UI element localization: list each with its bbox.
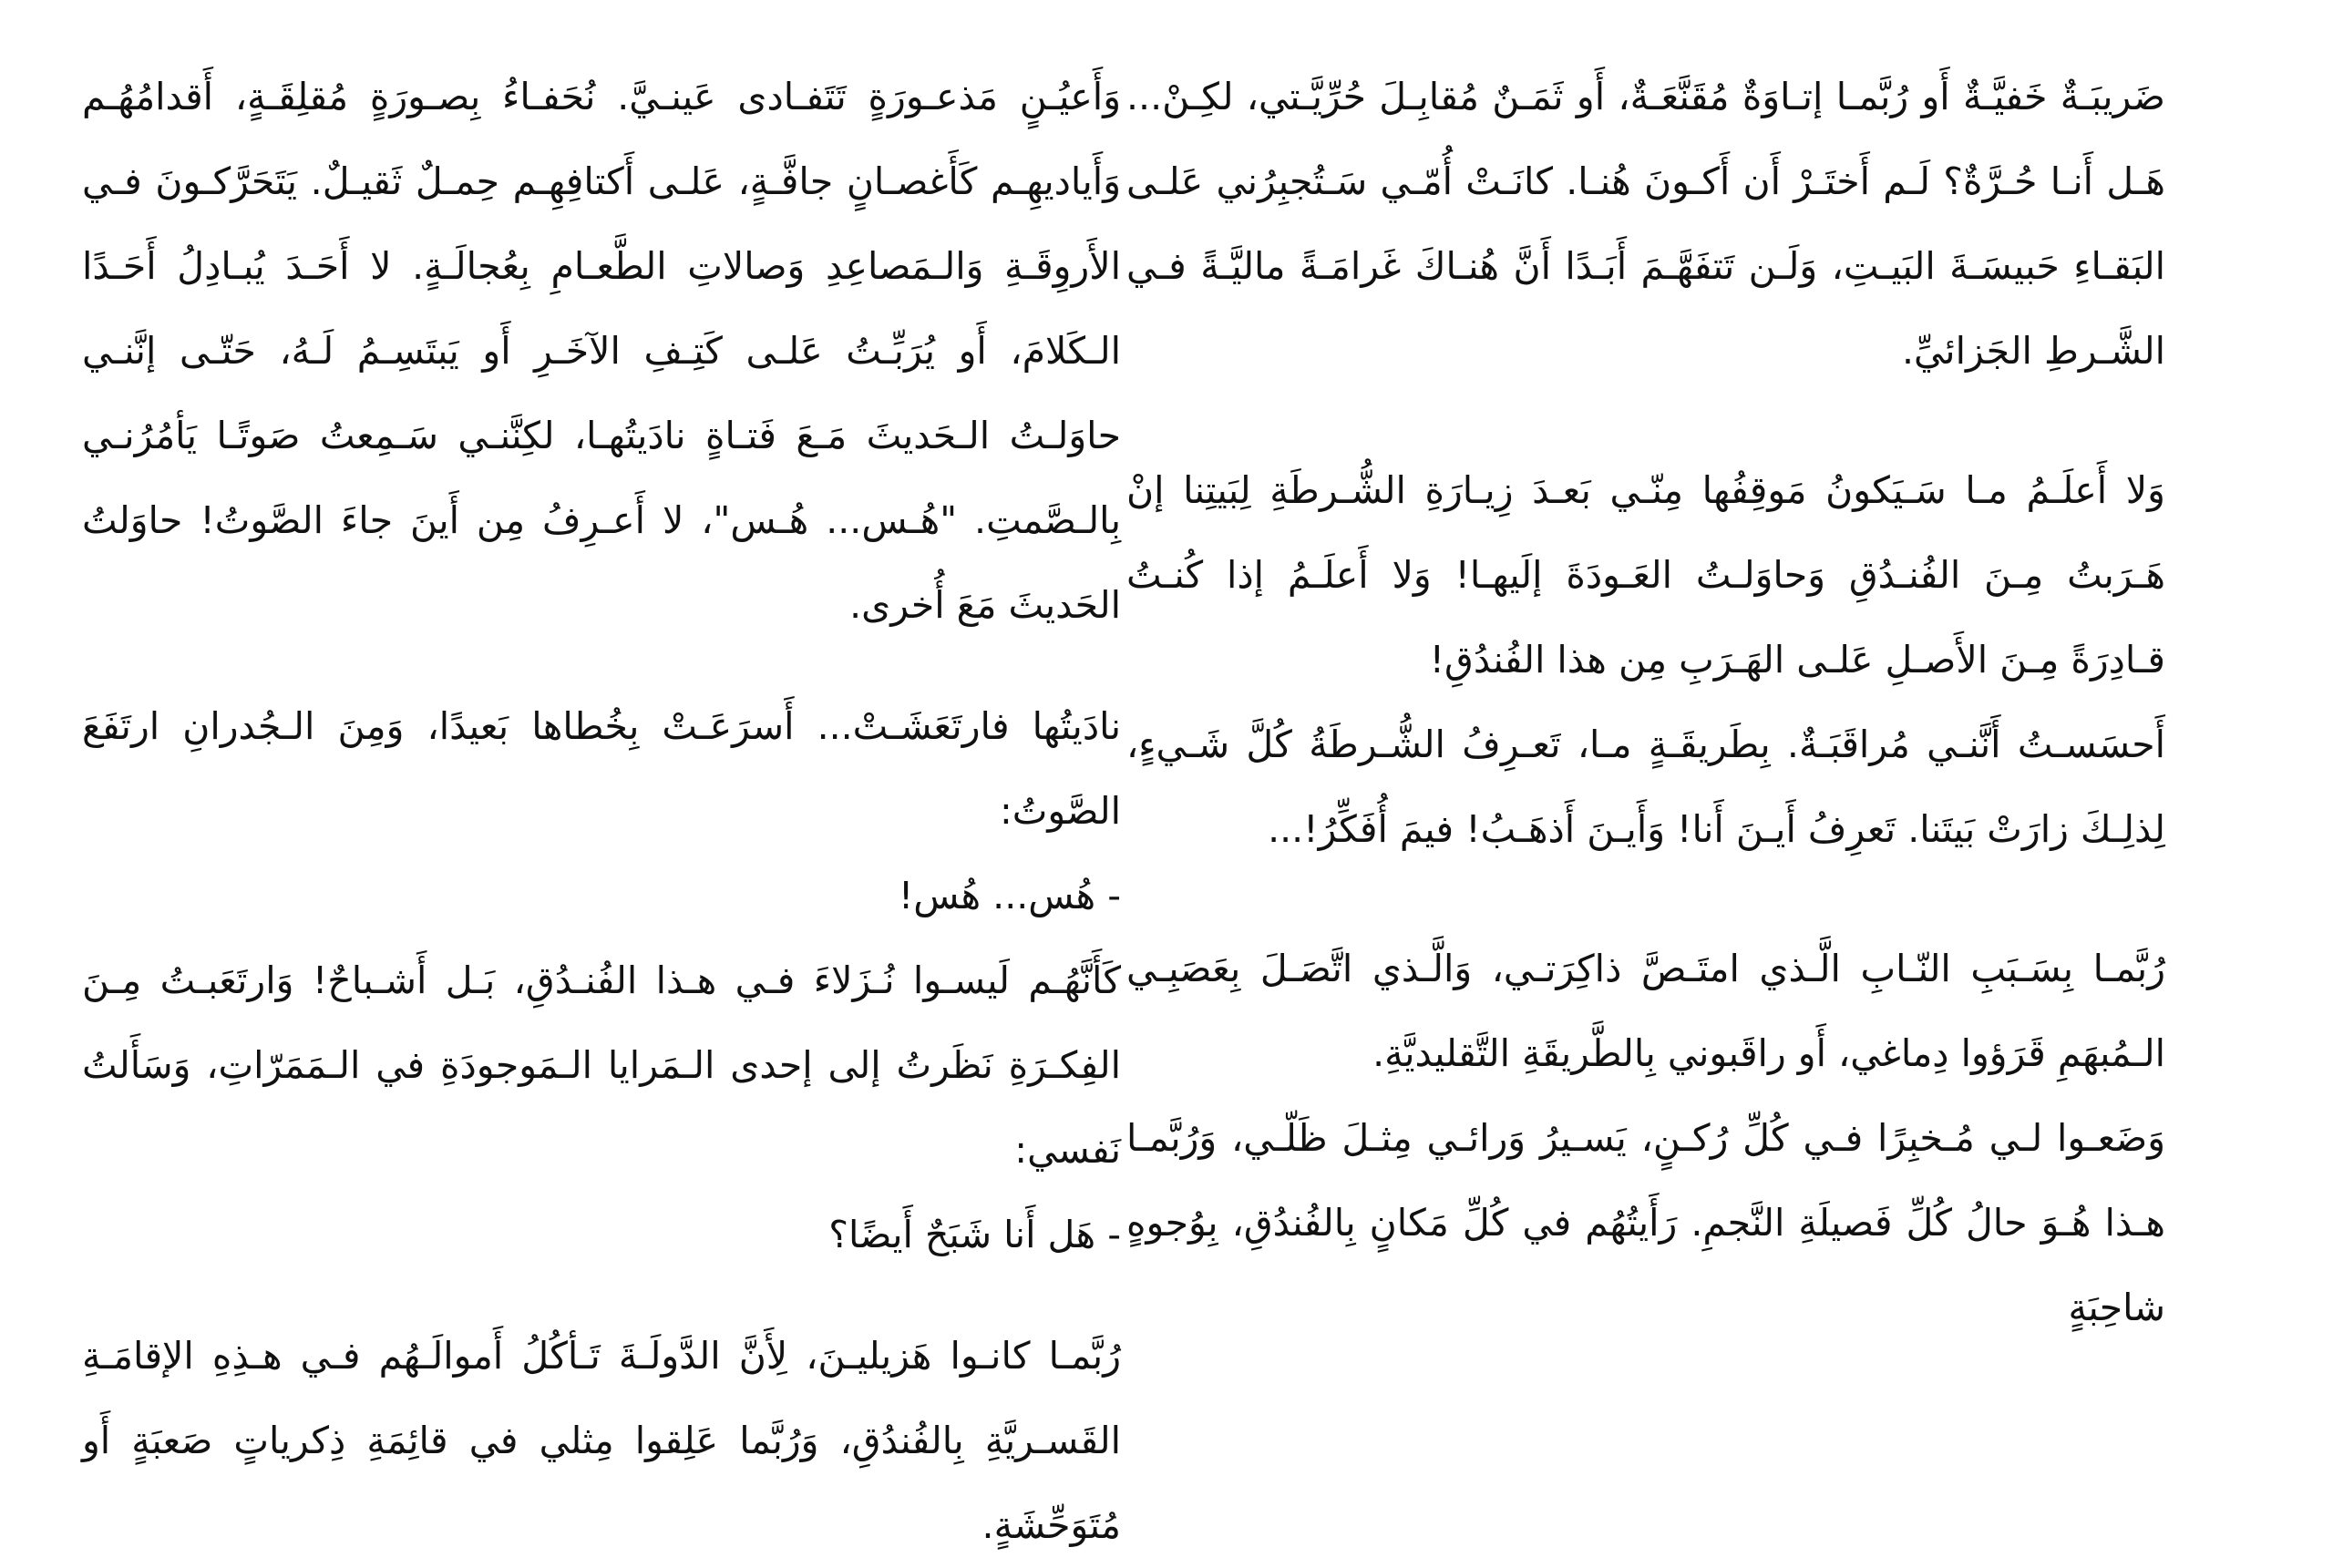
paragraph: وَلا أَعلَـمُ مـا سَـيَكونُ مَوقِفُها مِنّـي بَعـدَ زِيـارَةِ الشُّـرطَةِ لِبَيتِنا إنْ هَـرَبتُ مِـنَ الفُنـدُقِ وَحاوَلـتُ العَـودَةَ إلَيهـا! وَلا أَعلَـمُ إذا كُنـتُ قـادِرَةً مِـنَ الأَصـلِ عَلـى الهَـرَبِ مِن هذا الفُندُقِ! xyxy=(1126,468,2165,682)
dialogue-line: - هَل أَنا شَبَحٌ أَيضًا؟ xyxy=(82,1193,1121,1277)
paragraph: أَحسَسـتُ أَنَّنـي مُراقَبَـةٌ. بِطَريقَـةٍ مـا، تَعـرِفُ الشُّـرطَةُ كُلَّ شَـيءٍ، لِذلِـكَ زارَتْ بَيتَنا. تَعرِفُ أَيـنَ أَنا! وَأَيـنَ أَذهَـبُ! فيمَ أُفَكِّرُ!... xyxy=(1126,723,2165,851)
paragraph: وَضَعـوا لـي مُـخبِرًا فـي كُلِّ رُكـنٍ، يَسـيرُ وَرائـي مِثـلَ ظَلّـي، وَرُبَّمـا هـذا هُـوَ حالُ كُلِّ فَصيلَةِ النَّجمِ. رَأَيتُهُم في كُلِّ مَكانٍ بِالفُندُقِ، بِوُجوهٍ شاحِبَةٍ xyxy=(1126,1116,2165,1329)
right-page-column xyxy=(1126,55,2165,1350)
paragraph: رُبَّمـا بِسَـبَبِ النّـابِ الَّـذي امتَـصَّ ذاكِرَتـي، وَالَّـذي اتَّصَـلَ بِعَصَبِـي الـمُبهَمِ قَرَؤوا دِماغي، أَو راقَبوني بِالطَّريقَةِ التَّقليديَّةِ. xyxy=(1126,947,2165,1075)
paragraph: رُبَّمـا كانـوا هَزيليـنَ، لِأَنَّ الدَّولَـةَ تَـأكُلُ أَموالَـهُم فـي هـذِهِ الإقامَـةِ القَسـريَّةِ بِالفُندُقِ، وَرُبَّما عَلِقوا مِثلي في قائِمَةِ ذِكرياتٍ صَعبَةٍ أَو مُتَوَحِّشَةٍ. xyxy=(82,1334,1121,1547)
paragraph: كَأَنَّهُـم لَيسـوا نُـزَلاءَ فـي هـذا الفُنـدُقِ، بَـل أَشـباحٌ! وَارتَعَبـتُ مِـنَ الفِكـرَةِ نَظَرتُ إلى إحدى الـمَرايا الـمَوجودَةِ في الـمَمَرّاتِ، وَسَأَلتُ نَفسي: xyxy=(82,958,1121,1172)
left-page-column xyxy=(82,55,1121,1568)
dialogue-line: - هُس... هُس! xyxy=(82,854,1121,938)
paragraph: وَأَعيُـنٍ مَذعـورَةٍ تَتَفـادى عَينـيَّ. نُحَفـاءُ بِصـورَةٍ مُقلِقَـةٍ، أَقدامُهُـم وَأَياديهِـم كَأَغصـانٍ جافَّـةٍ، عَلـى أَكتافِهِـم حِمـلٌ ثَقيـلٌ. يَتَحَرَّكـونَ فـي الأَروِقَـةِ وَالـمَصاعِدِ وَصالاتِ الطَّعـامِ بِعُجالَـةٍ. لا أَحَـدَ يُبـادِلُ أَحَـدًا الـكَلامَ، أَو يُرَبِّـتُ عَلـى كَتِـفِ الآخَـرِ أَو يَبتَسِـمُ لَـهُ، حَتّـى إنَّنـي حاوَلـتُ الـحَديثَ مَـعَ فَتـاةٍ نادَيتُهـا، لكِنَّنـي سَـمِعتُ صَوتًـا يَأمُرُنـي بِالـصَّمتِ. "هُـس... هُـس"، لا أَعـرِفُ مِن أَينَ جاءَ الصَّوتُ! حاوَلتُ الحَديثَ مَعَ أُخرى. xyxy=(82,75,1121,627)
paragraph: ضَريبَـةٌ خَفيَّـةٌ أَو رُبَّمـا إتـاوَةٌ مُقَنَّعَـةٌ، أَو ثَمَـنٌ مُقابِـلَ حُرِّيَّـتي، لكِـنْ... هَـل أَنـا حُـرَّةٌ؟ لَـم أَختَـرْ أَن أَكـونَ هُنـا. كانَـتْ أُمّـي سَـتُجبِرُني عَلـى البَقـاءِ حَبيسَـةَ البَيـتِ، وَلَـن تَتفَهَّـمَ أَبَـدًا أَنَّ هُنـاكَ غَرامَـةً ماليَّـةً فـي الشَّـرطِ الجَزائيِّ. xyxy=(1126,75,2165,373)
paragraph: نادَيتُها فارتَعَشَـتْ... أَسرَعَـتْ بِخُطاها بَعيدًا، وَمِنَ الـجُدرانِ ارتَفَعَ الصَّوتُ: xyxy=(82,704,1121,833)
